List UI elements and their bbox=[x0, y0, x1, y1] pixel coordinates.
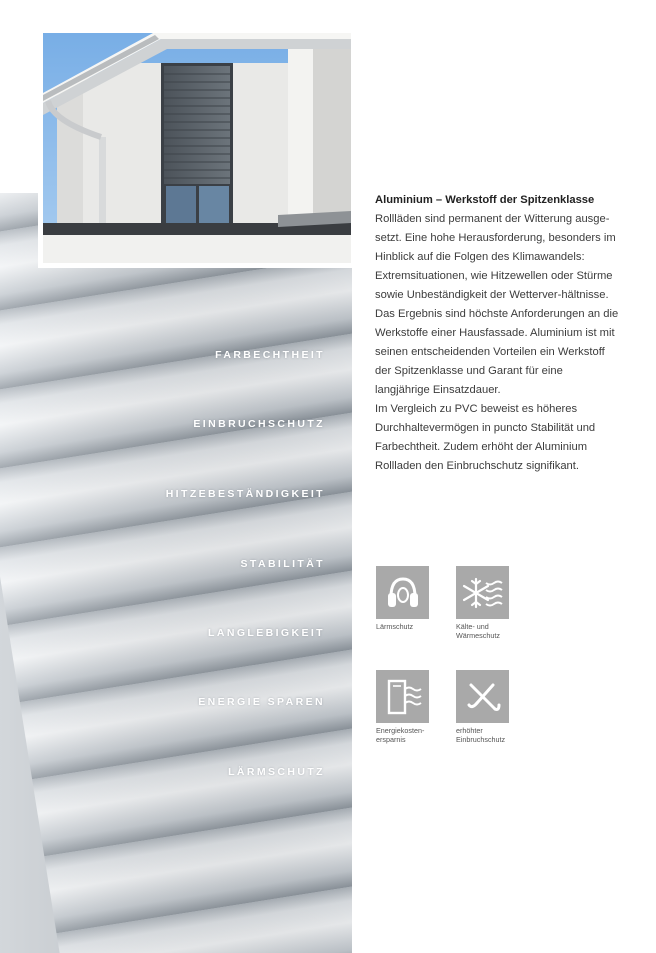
shutter-slats-graphic bbox=[0, 193, 352, 953]
icon-caption: erhöhter Einbruchschutz bbox=[456, 726, 506, 744]
feature-label-stabilitaet: STABILITÄT bbox=[240, 558, 325, 570]
article-paragraph-2: Das Ergebnis sind höchste Anforderungen an die Werkstoffe einer Hausfassade. Aluminium ist mit seinen entscheidenden Vorteilen ein Werkstoff der Spitzenklasse und Garant für eine langjährige Einsatzdauer. bbox=[375, 308, 619, 396]
snowflake-heat-icon bbox=[456, 566, 509, 619]
icon-card-waermeschutz bbox=[456, 566, 526, 640]
feature-label-langlebigkeit: LANGLEBIGKEIT bbox=[208, 627, 325, 639]
icon-caption: Kälte- und Wärmeschutz bbox=[456, 622, 500, 640]
icon-card-laermschutz bbox=[376, 566, 446, 631]
article-paragraph-1: Rollläden sind permanent der Witterung ausge-setzt. Eine hohe Herausforderung, besonders im Hinblick auf die Folgen des Klimawandels: Extremsituationen, wie Hitzewellen oder Stürme sowie Unbeständigkeit der Wetterver-hältnisse. bbox=[375, 213, 616, 301]
feature-label-laermschutz: LÄRMSCHUTZ bbox=[228, 766, 325, 778]
article bbox=[375, 191, 620, 476]
feature-label-hitzebestaendigkeit: HITZEBESTÄNDIGKEIT bbox=[165, 488, 325, 500]
ear-protection-icon bbox=[376, 566, 429, 619]
article-paragraph-3: Im Vergleich zu PVC beweist es höheres Durchhaltevermögen in puncto Stabilität und Farbechtheit. Zudem erhöht der Aluminium Rollladen den Einbruchschutz signifikant. bbox=[375, 403, 596, 472]
feature-label-farbechtheit: FARBECHTHEIT bbox=[215, 349, 325, 361]
house-photo bbox=[38, 28, 356, 268]
article-heading: Aluminium – Werkstoff der Spitzenklasse bbox=[375, 194, 595, 206]
icon-card-energiekostenersparnis bbox=[376, 670, 446, 744]
feature-label-energie-sparen: ENERGIE SPAREN bbox=[198, 696, 325, 708]
icon-card-einbruchschutz bbox=[456, 670, 526, 744]
shutter-slats-image bbox=[0, 193, 352, 953]
icon-caption: Energiekosten- ersparnis bbox=[376, 726, 425, 744]
icon-caption: Lärmschutz bbox=[376, 622, 414, 631]
house-facade-graphic bbox=[43, 33, 351, 263]
burglary-crowbar-icon bbox=[456, 670, 509, 723]
energy-savings-icon bbox=[376, 670, 429, 723]
feature-label-einbruchschutz: EINBRUCHSCHUTZ bbox=[193, 418, 325, 430]
